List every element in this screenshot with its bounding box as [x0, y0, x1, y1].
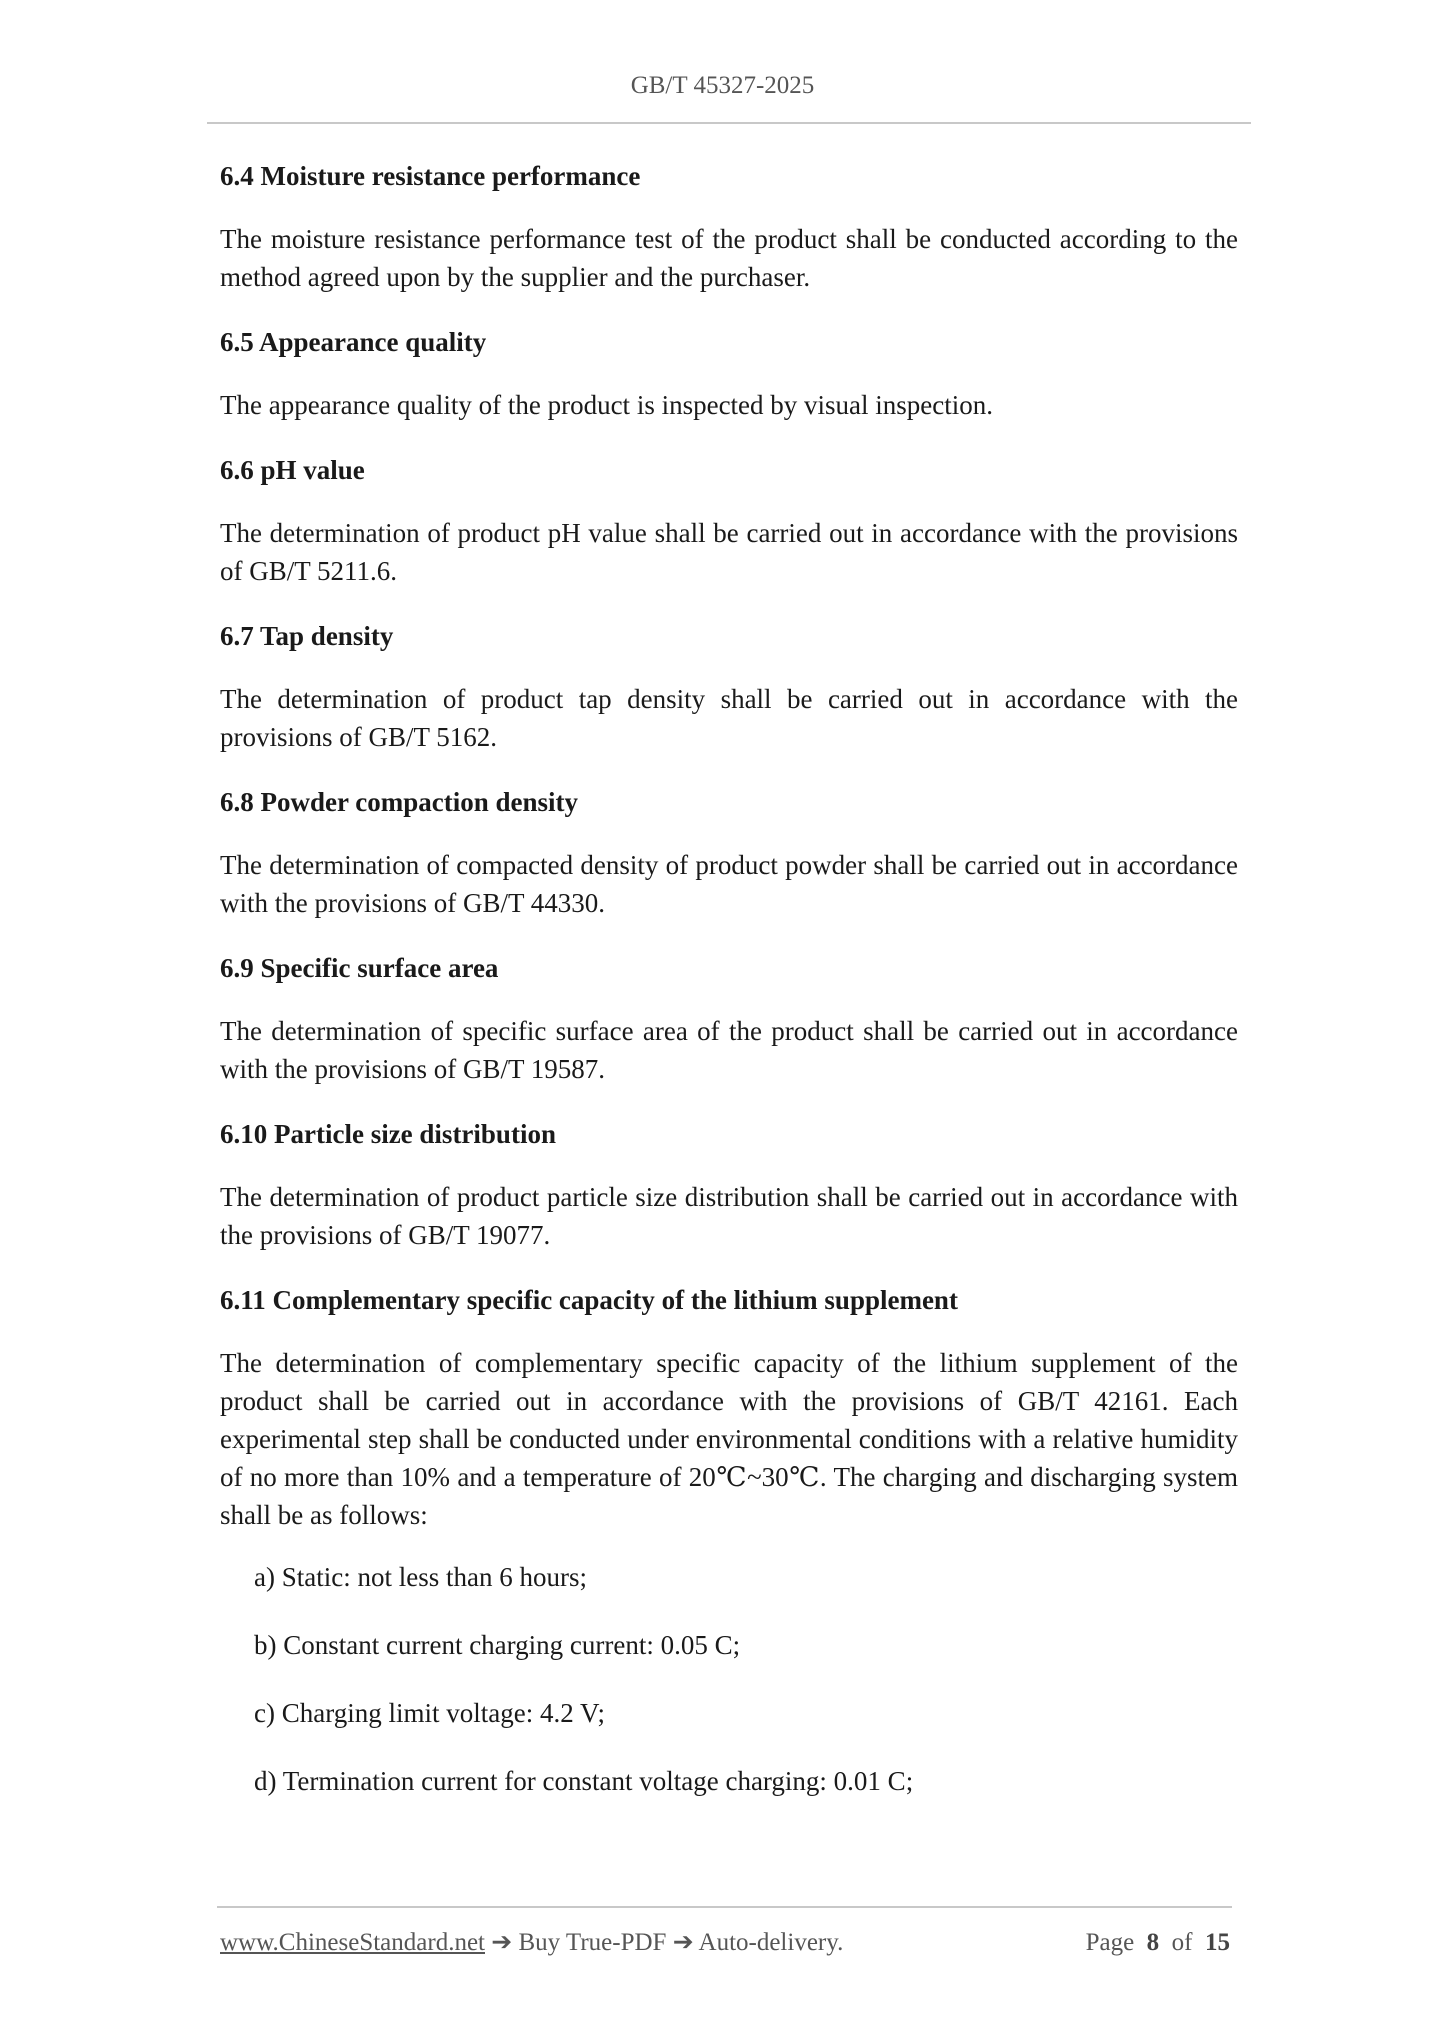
list-item: a) Static: not less than 6 hours; — [254, 1562, 587, 1592]
section-heading: 6.4 Moisture resistance performance — [220, 161, 641, 191]
total-page-count: 15 — [1205, 1929, 1230, 1956]
page-label: Page — [1085, 1929, 1135, 1956]
arrow-right-icon: ➔ — [491, 1929, 513, 1956]
document-body — [220, 156, 1238, 1830]
section-6-11 — [220, 1280, 1238, 1800]
section-heading: 6.9 Specific surface area — [220, 953, 499, 983]
section-heading: 6.6 pH value — [220, 455, 365, 485]
charging-system-list — [254, 1558, 1238, 1800]
section-6-7 — [220, 616, 1238, 756]
document-header-title: GB/T 45327-2025 — [630, 72, 815, 99]
section-heading: 6.7 Tap density — [220, 621, 394, 651]
section-6-4 — [220, 156, 1238, 296]
of-label: of — [1171, 1929, 1193, 1956]
section-6-9 — [220, 948, 1238, 1088]
list-item: b) Constant current charging current: 0.05 C; — [254, 1630, 741, 1660]
auto-delivery-text: Auto-delivery. — [698, 1929, 844, 1956]
section-6-6 — [220, 450, 1238, 590]
buy-true-pdf-text: Buy True-PDF — [518, 1929, 667, 1956]
section-paragraph: The determination of product pH value shall be carried out in accordance with the provisions of GB/T 5211.6. — [220, 518, 1238, 586]
footer-divider — [217, 1906, 1232, 1908]
section-paragraph: The determination of product tap density shall be carried out in accordance with the provisions of GB/T 5162. — [220, 684, 1238, 752]
list-item: c) Charging limit voltage: 4.2 V; — [254, 1698, 605, 1728]
section-heading: 6.5 Appearance quality — [220, 327, 487, 357]
page-indicator — [1086, 1925, 1230, 1961]
section-paragraph: The determination of product particle size distribution shall be carried out in accordance with the provisions of GB/T 19077. — [220, 1182, 1238, 1250]
section-paragraph: The determination of complementary specific capacity of the lithium supplement of the product shall be carried out in accordance with the provisions of GB/T 42161. Each experimental step shall be conducted under environmental conditions with a relative humidity of no more than 10% and a temperature of 20℃~30℃. The charging and discharging system shall be as follows: — [220, 1348, 1238, 1530]
section-paragraph: The determination of compacted density of product powder shall be carried out in accordance with the provisions of GB/T 44330. — [220, 850, 1238, 918]
section-paragraph: The appearance quality of the product is inspected by visual inspection. — [220, 390, 994, 420]
section-heading: 6.10 Particle size distribution — [220, 1119, 556, 1149]
section-paragraph: The determination of specific surface area of the product shall be carried out in accordance with the provisions of GB/T 19587. — [220, 1016, 1238, 1084]
section-paragraph: The moisture resistance performance test of the product shall be conducted according to the method agreed upon by the supplier and the purchaser. — [220, 224, 1238, 292]
page-footer — [220, 1925, 1230, 1961]
list-item: d) Termination current for constant voltage charging: 0.01 C; — [254, 1766, 914, 1796]
website-link[interactable]: www.ChineseStandard.net — [220, 1929, 485, 1956]
section-heading: 6.8 Powder compaction density — [220, 787, 578, 817]
arrow-right-icon: ➔ — [672, 1929, 694, 1956]
section-6-8 — [220, 782, 1238, 922]
section-6-5 — [220, 322, 1238, 424]
header-divider — [207, 122, 1251, 124]
section-6-10 — [220, 1114, 1238, 1254]
section-heading: 6.11 Complementary specific capacity of the lithium supplement — [220, 1285, 958, 1315]
current-page-number: 8 — [1146, 1929, 1160, 1956]
